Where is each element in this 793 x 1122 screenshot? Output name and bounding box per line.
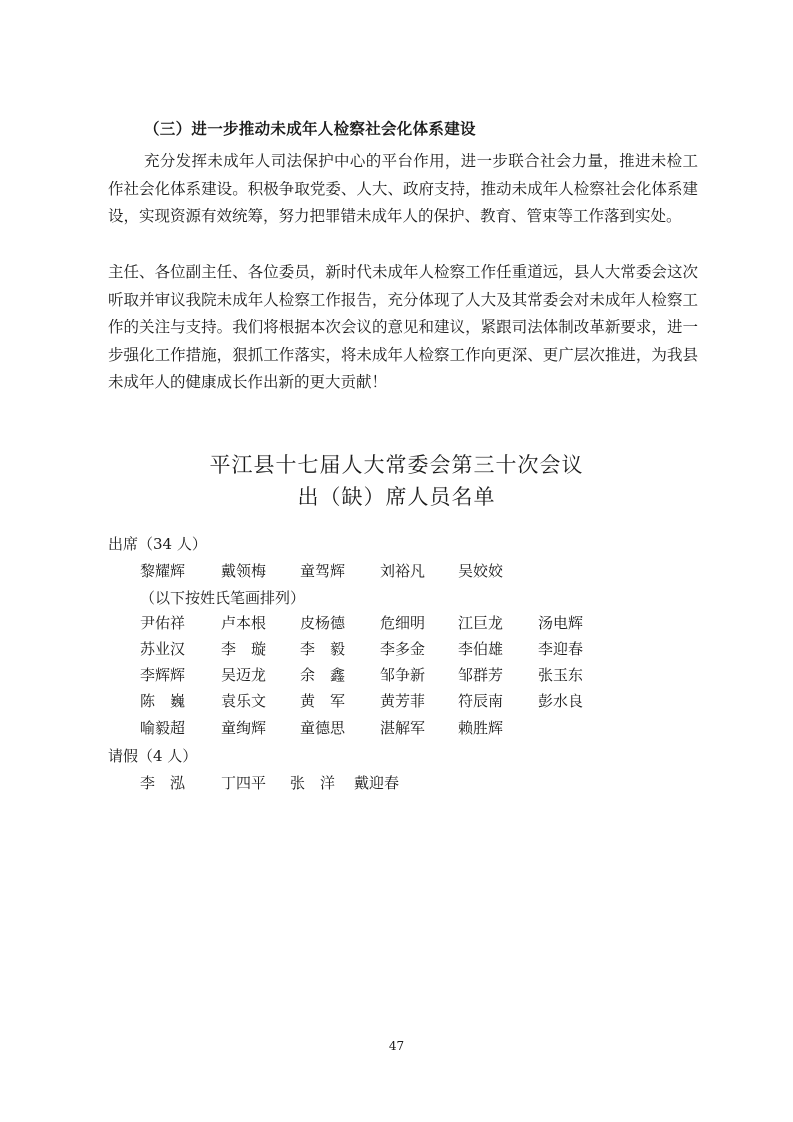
member-name: 皮杨德 xyxy=(300,614,346,632)
leader-name: 刘裕凡 xyxy=(380,562,426,580)
member-name: 陈 巍 xyxy=(140,692,186,710)
member-name: 吴迈龙 xyxy=(221,666,267,684)
paragraph-closing: 主任、各位副主任、各位委员，新时代未成年人检察工作任重道远，县人大常委会这次听取并审议我院未成年人检察工作报告，充分体现了人大及其常委会对未成年人检察工作的关注与支持。我们将根据本次会议的意见和建议，紧跟司法体制改革新要求，进一步强化工作措施，狠抓工作落实，将未成年人检察工作向更深、更广层次推进，为我县未成年人的健康成长作出新的更大贡献！ xyxy=(108,263,698,392)
member-name: 张玉东 xyxy=(538,666,584,684)
paragraph-socialization: 充分发挥未成年人司法保护中心的平台作用，进一步联合社会力量，推进未检工作社会化体系建设。积极争取党委、人大、政府支持，推动未成年人检察社会化体系建设，实现资源有效统筹，努力把罪错未成年人的保护、教育、管束等工作落到实处。 xyxy=(108,152,698,226)
member-name: 黄芳菲 xyxy=(380,692,426,710)
on-leave-name: 戴迎春 xyxy=(354,774,400,792)
member-name: 苏业汉 xyxy=(140,640,186,658)
on-leave-name: 李 泓 xyxy=(140,774,186,792)
member-name: 李迎春 xyxy=(538,640,584,658)
present-count-label: 出席（34 人） xyxy=(108,535,207,553)
member-name: 彭水良 xyxy=(538,692,584,710)
on-leave-name: 张 洋 xyxy=(290,774,336,792)
section-heading: （三）进一步推动未成年人检察社会化体系建设 xyxy=(144,120,476,138)
member-name: 李 毅 xyxy=(300,640,346,658)
roster-subtitle: 出（缺）席人员名单 xyxy=(297,485,496,509)
member-name: 李 璇 xyxy=(221,640,267,658)
member-name: 李伯雄 xyxy=(458,640,504,658)
member-name: 卢本根 xyxy=(221,614,267,632)
member-name: 邹争新 xyxy=(380,666,426,684)
member-name: 李多金 xyxy=(380,640,426,658)
member-name: 李辉辉 xyxy=(140,666,186,684)
member-name: 江巨龙 xyxy=(458,614,504,632)
member-name: 湛解军 xyxy=(380,719,426,737)
leader-name: 戴领梅 xyxy=(221,562,267,580)
member-name: 尹佑祥 xyxy=(140,614,186,632)
leave-count-label: 请假（4 人） xyxy=(108,747,198,765)
leader-name: 吴姣姣 xyxy=(458,562,504,580)
member-name: 喻毅超 xyxy=(140,719,186,737)
member-name: 黄 军 xyxy=(300,692,346,710)
member-name: 童绚辉 xyxy=(221,719,267,737)
member-name: 童德思 xyxy=(300,719,346,737)
member-name: 汤电辉 xyxy=(538,614,584,632)
leader-name: 童驾辉 xyxy=(300,562,346,580)
leader-name: 黎耀辉 xyxy=(140,562,186,580)
member-name: 赖胜辉 xyxy=(458,719,504,737)
page-number: 47 xyxy=(388,1039,405,1053)
roster-title: 平江县十七届人大常委会第三十次会议 xyxy=(209,453,584,477)
member-name: 危细明 xyxy=(380,614,426,632)
member-name: 袁乐文 xyxy=(221,692,267,710)
member-name: 邹群芳 xyxy=(458,666,504,684)
member-name: 符辰南 xyxy=(458,692,504,710)
on-leave-name: 丁四平 xyxy=(221,774,267,792)
member-name: 余 鑫 xyxy=(300,666,346,684)
ordering-note: （以下按姓氏笔画排列） xyxy=(140,589,306,607)
